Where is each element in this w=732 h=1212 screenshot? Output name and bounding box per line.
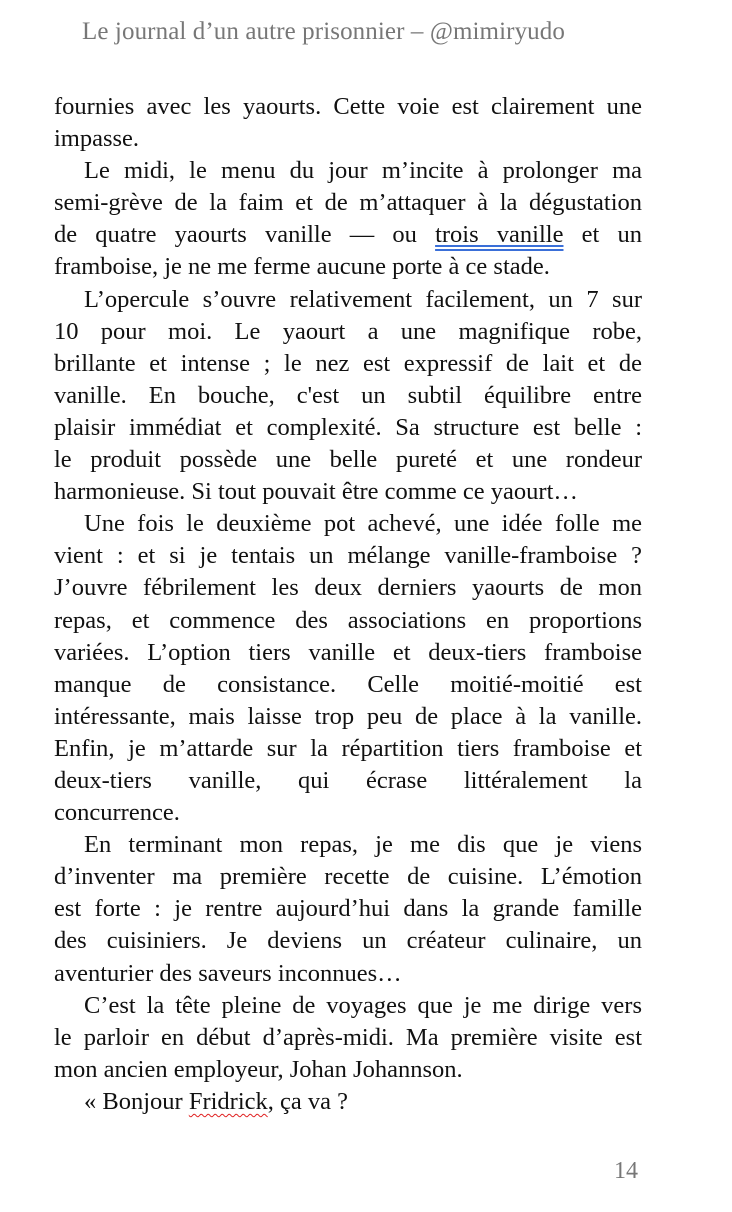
running-header: Le journal d’un autre prisonnier – @mimiryudo [82,18,565,45]
page-number: 14 [614,1158,638,1184]
text-line: impasse. [54,125,140,153]
text-line: des cuisiniers. Je deviens un créateur culinaire, un [54,927,642,955]
text-line: J’ouvre fébrilement les deux derniers yaourts de mon [54,574,642,602]
text-line: harmonieuse. Si tout pouvait être comme ce yaourt… [54,478,578,506]
text-line: le produit possède une belle pureté et une rondeur [54,446,642,474]
grammar-flag-underline[interactable]: trois vanille [435,221,564,249]
text-line: d’inventer ma première recette de cuisine. L’émotion [54,863,642,891]
text-segment: de quatre yaourts vanille — ou [54,221,436,249]
text-line: C’est la tête pleine de voyages que je me dirige vers [84,991,642,1019]
text-segment: et un [563,221,642,249]
text-line: En terminant mon repas, je me dis que je viens [84,831,642,859]
text-line: Le midi, le menu du jour m’incite à prolonger ma [84,157,642,185]
text-line: concurrence. [54,799,180,827]
text-line: brillante et intense ; le nez est expressif de lait et de [54,349,642,377]
text-line: est forte : je rentre aujourd’hui dans la grande famille [54,895,642,923]
text-segment: « Bonjour [84,1087,189,1115]
text-line: Enfin, je m’attarde sur la répartition tiers framboise et [54,734,642,762]
text-line: repas, et commence des associations en proportions [54,606,642,634]
text-line: L’opercule s’ouvre relativement facilement, un 7 sur [84,285,642,313]
text-segment: , ça va ? [267,1087,348,1115]
page-body [54,91,642,1118]
text-line: vient : et si je tentais un mélange vanille-framboise ? [54,542,642,570]
text-line: le parloir en début d’après-midi. Ma première visite est [54,1023,642,1051]
text-line: 10 pour moi. Le yaourt a une magnifique robe, [54,317,642,345]
text-line: semi-grève de la faim et de m’attaquer à la dégustation [54,189,642,217]
spelling-error-underline[interactable]: Fridrick [188,1087,268,1115]
text-line: variées. L’option tiers vanille et deux-tiers framboise [54,638,642,666]
text-line: plaisir immédiat et complexité. Sa structure est belle : [54,413,642,441]
text-line: vanille. En bouche, c'est un subtil équilibre entre [54,381,642,409]
text-line: fournies avec les yaourts. Cette voie est clairement une [54,93,642,120]
text-line: aventurier des saveurs inconnues… [54,959,402,987]
dialogue-line [54,1086,642,1118]
text-line: Une fois le deuxième pot achevé, une idée folle me [84,510,642,538]
text-line: intéressante, mais laisse trop peu de place à la vanille. [54,702,642,730]
text-line: manque de consistance. Celle moitié-moitié est [54,670,642,698]
text-line: mon ancien employeur, Johan Johannson. [54,1055,463,1083]
text-line: deux-tiers vanille, qui écrase littéralement la [54,766,642,794]
text-line [54,219,642,251]
text-line: framboise, je ne me ferme aucune porte à ce stade. [54,253,550,281]
